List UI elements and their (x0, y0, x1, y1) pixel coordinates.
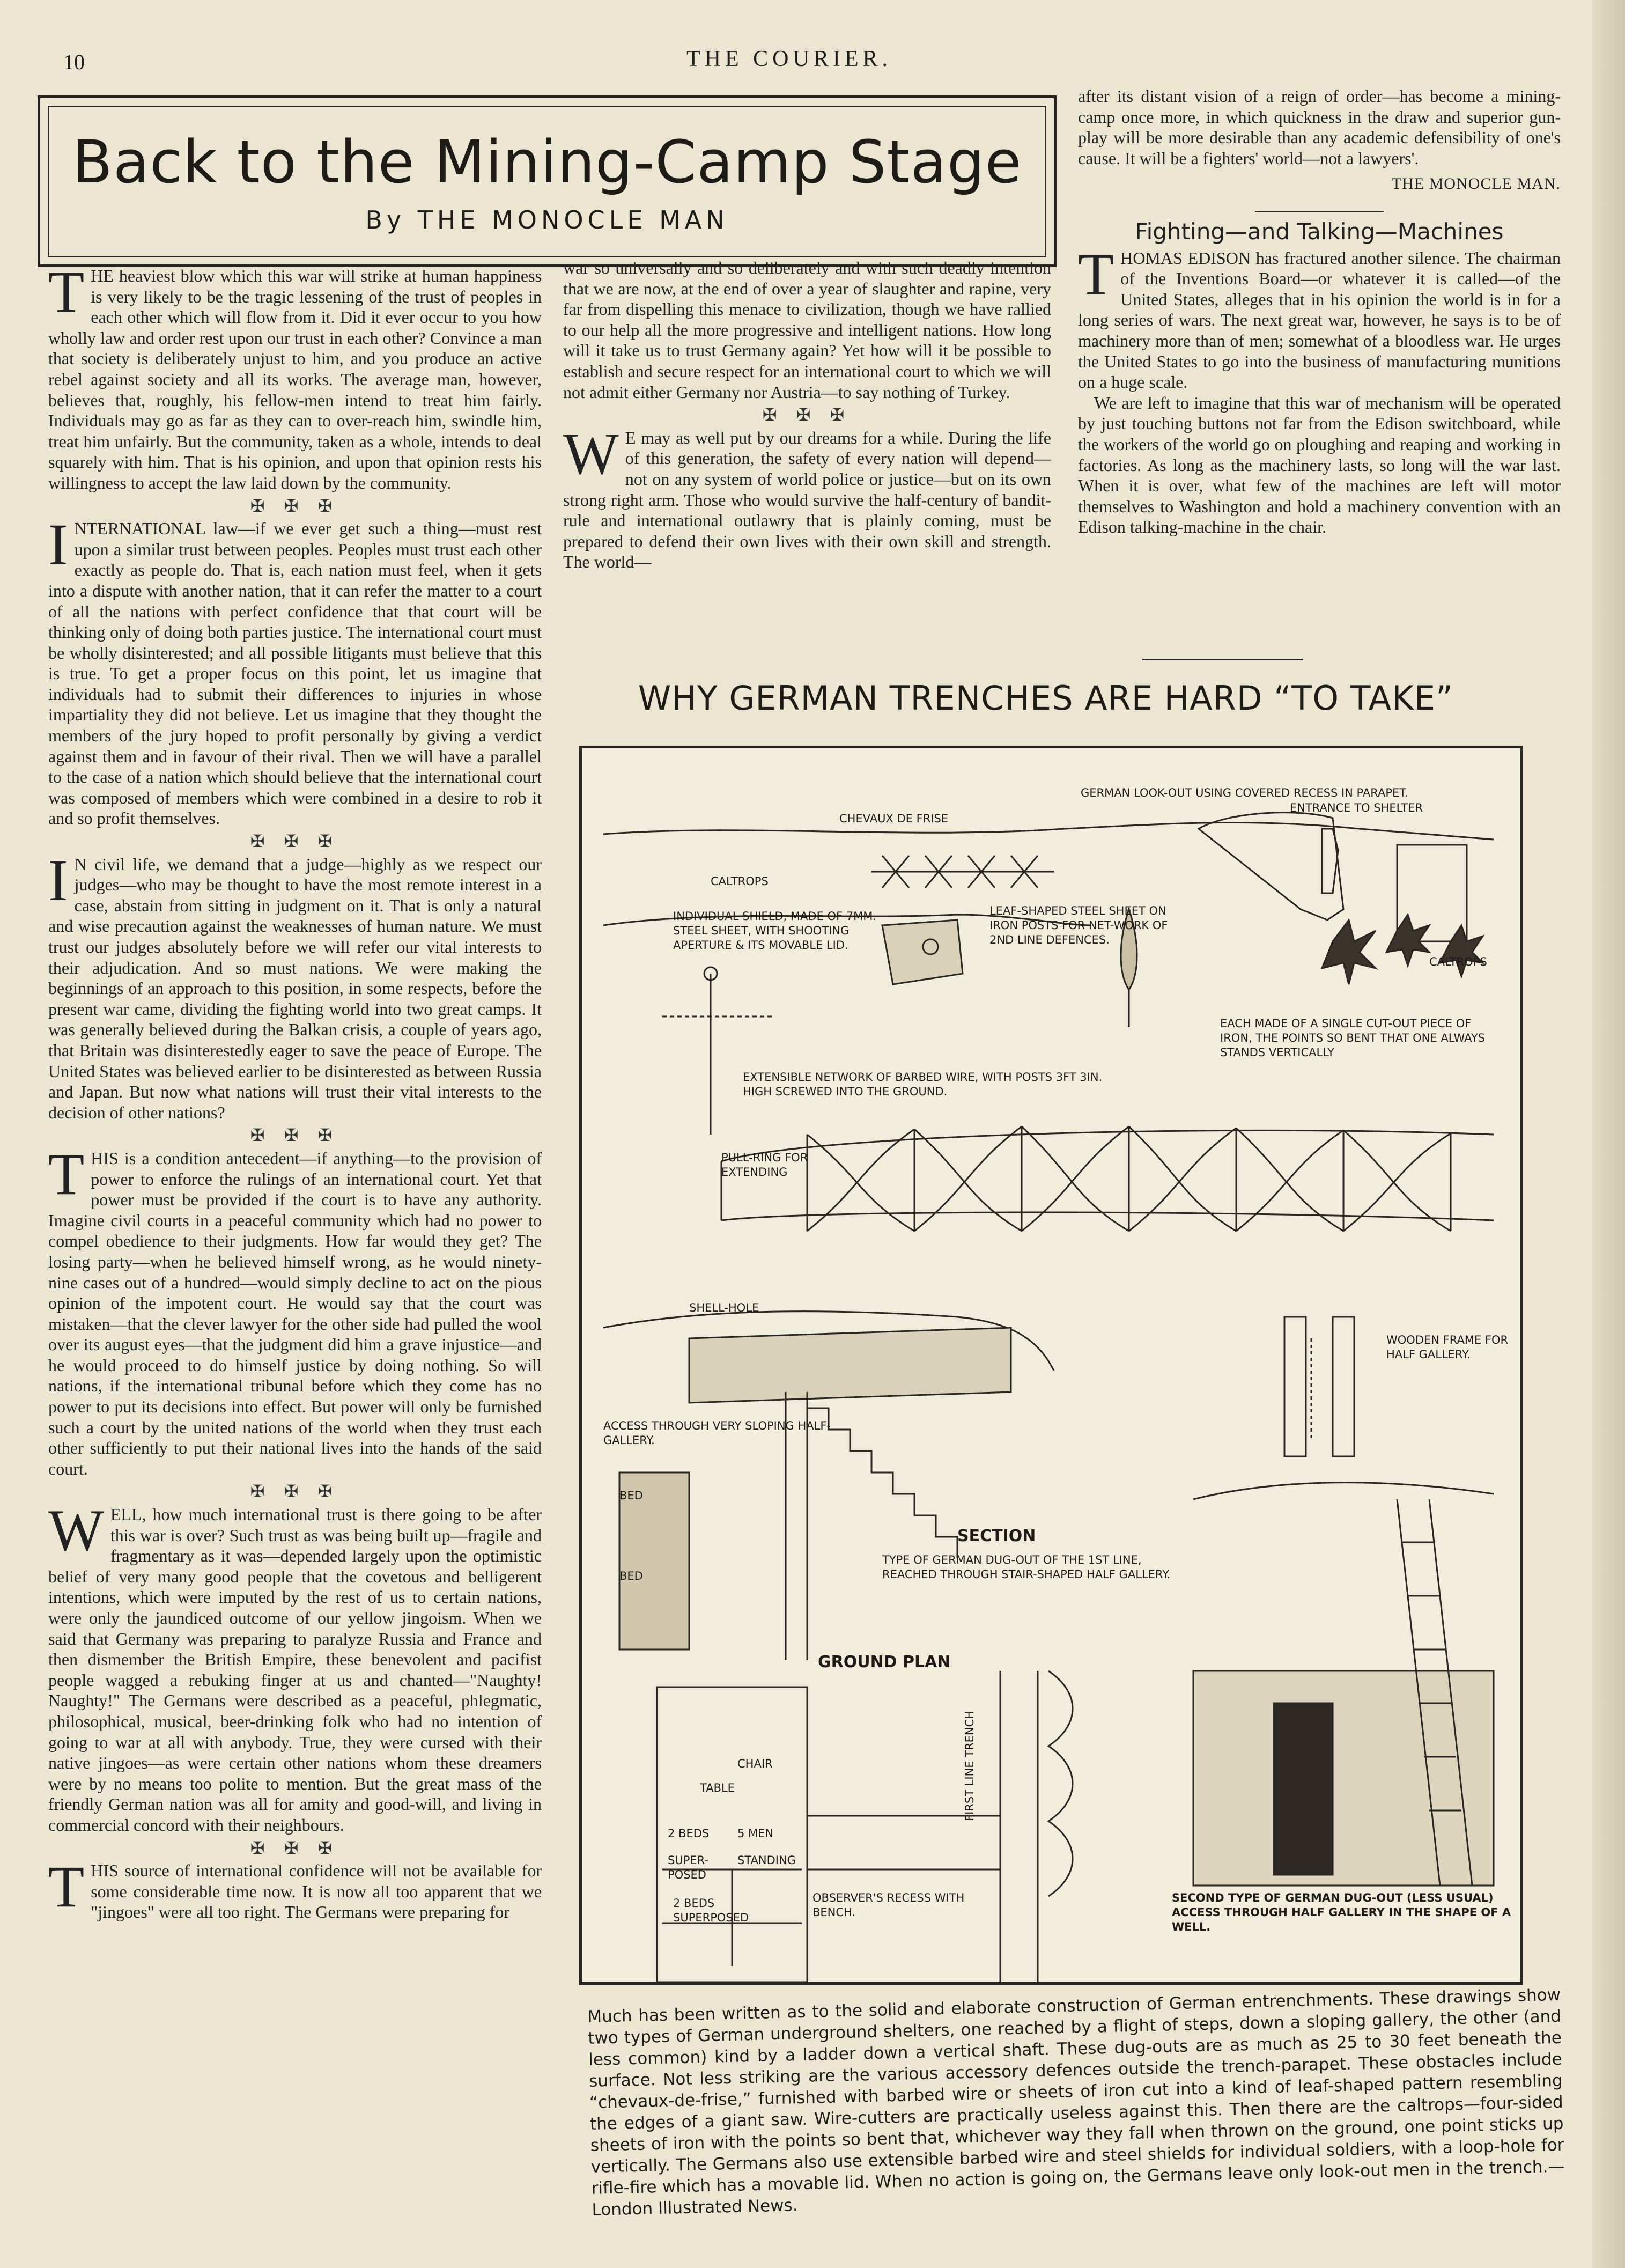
label-first-line-trench: FIRST LINE TRENCH (963, 1710, 976, 1821)
label-caltrop-desc: EACH MADE OF A SINGLE CUT-OUT PIECE OF IRON, THE POINTS SO BENT THAT ONE ALWAYS STANDS VERTICALLY (1220, 1017, 1485, 1059)
label-barbed: EXTENSIBLE NETWORK OF BARBED WIRE, WITH POSTS 3FT 3IN. HIGH SCREWED INTO THE GROUND. (743, 1071, 1103, 1098)
byline: By THE MONOCLE MAN (365, 205, 729, 234)
paragraph: W E may as well put by our dreams for a while. During the life of this generation, the safety of every nation will depend—not on any system of world police or justice—but on its own strong right arm. Those who would survive the half-century of bandit-rule and international outlawry that is plainly coming, must be prepared to defend their own lives with their own skill and strength. The world— (563, 421, 1051, 572)
divider (1255, 211, 1384, 212)
trench-illustration (579, 746, 1523, 1985)
label-shield: INDIVIDUAL SHIELD, MADE OF 7MM. STEEL SHEET, WITH SHOOTING APERTURE & ITS MOVABLE LID. (673, 910, 877, 952)
label-5-men: 5 MEN (737, 1827, 774, 1840)
steel-shield (882, 920, 963, 984)
paragraph: war so universally and so deliberately and with such deadly intention that we are now, at the end of over a year of slaughter and rapine, very far from dispelling this menace to civilization, though we have rallied to our help all the more progressive and intelligent nations. How long will it take us to trust Germany again? Yet how will it be possible to establish and secure respect for an international court to which we will not admit either Germany nor Austria—to say nothing of Turkey. (563, 258, 1051, 402)
illustration-title: WHY GERMAN TRENCHES ARE HARD “TO TAKE” (638, 679, 1454, 718)
paragraph: after its distant vision of a reign of order—has become a mining-camp once more, in which quickness in the draw and superior gun-play will be more desirable than any academic defensibility of one's cause. It will be a fighters' world—not a lawyers'. (1078, 86, 1561, 168)
column-1 (48, 259, 542, 1923)
subhead: Fighting—and Talking—Machines (1135, 218, 1504, 245)
paragraph: THIS source of international confidence will not be available for some considerable time now. It is now all too apparent that we "jingoes" were all too right. The Germans were preparing for (48, 1854, 542, 1922)
label-bed-2: BED (619, 1570, 643, 1582)
wooden-frame (1284, 1317, 1354, 1456)
label-caltrops-left: CALTROPS (711, 875, 769, 888)
label-section: SECTION (957, 1527, 1036, 1545)
page-edge-shadow (1592, 0, 1625, 2268)
label-access: ACCESS THROUGH VERY SLOPING HALF-GALLERY. (603, 1419, 831, 1447)
caltrops (1322, 915, 1483, 984)
label-caltrops-right: CALTROPS (1429, 955, 1487, 968)
illustration-caption: Much has been written as to the solid and elaborate construction of German entrenchments. These drawings show two types of German underground shelters, one reached by a flight of steps, down a sloping gallery, the other (and less common) kind by a ladder down a vertical shaft. These dug-outs are as much as 25 to 30 feet beneath the surface. Not less striking are the various accessory defences outside the trench-parapet. These obstacles include “chevaux-de-frise,” furnished with barbed wire or sheets of iron cut into a kind of leaf-shaped pattern resembling the edges of a giant saw. Wire-cutters are practically useless against this. Then there are the caltrops—four-sided sheets of iron with the points so bent that, whichever way they fall when thrown on the ground, one point sticks up vertically. The Germans also use extensible barbed wire and steel shields for individual soldiers, with a loop-hole for rifle-fire which has a movable lid. When no action is going on, the Germans leave only look-out men in the trench.—London Illustrated News. (587, 1985, 1565, 2220)
headline: Back to the Mining-Camp Stage (72, 128, 1022, 196)
label-chevaux: CHEVAUX DE FRISE (839, 812, 949, 825)
ornament: ✠ ✠ ✠ (250, 1838, 340, 1858)
headline-box (38, 95, 1057, 267)
dugout-section (603, 1312, 1054, 1660)
ornament: ✠ ✠ ✠ (250, 831, 340, 851)
label-2-beds: 2 BEDS (668, 1827, 710, 1840)
signoff: THE MONOCLE MAN. (1391, 175, 1561, 193)
dugout-well (1193, 1483, 1494, 1886)
label-2-beds-superposed: 2 BEDS SUPERPOSED (673, 1897, 749, 1924)
label-leaf-steel: LEAF-SHAPED STEEL SHEET ON IRON POSTS FOR NET-WORK OF 2ND LINE DEFENCES. (989, 904, 1168, 946)
label-observers-recess: OBSERVER'S RECESS WITH BENCH. (812, 1891, 965, 1919)
label-superposed: SUPER-POSED (668, 1854, 708, 1881)
label-pullring: PULL-RING FOR EXTENDING (721, 1151, 808, 1179)
label-lookout: GERMAN LOOK-OUT USING COVERED RECESS IN PARAPET. (1081, 786, 1409, 799)
column-2 (563, 257, 1051, 572)
ground-line (603, 822, 1494, 840)
ornament: ✠ ✠ ✠ (250, 1125, 340, 1145)
page-number: 10 (63, 50, 85, 74)
lookout-figure (1322, 829, 1338, 893)
label-wooden-frame: WOODEN FRAME FOR HALF GALLERY. (1386, 1334, 1509, 1361)
paragraph: I N civil life, we demand that a judge—highly as we respect our judges—who may be thought to have the most remote interest in a case, abstain from sitting in judgment on it. That is only a natural and wise precaution against the weaknesses of human nature. We must trust our judges absolutely before we will refer our vital interests to their adjudication. And so must nations. We were making the beginnings of an approach to this position, in some respects, before the present war came, dividing the fighting world into two great camps. It was generally believed during the Balkan crisis, a couple of years ago, that Britain was disinterestedly eager to save the peace of Europe. The United States was believed earlier to be disinterested as between Russia and Japan. But now what nations will trust their vital interests to the decision of other nations? (48, 847, 542, 1122)
label-bed-1: BED (619, 1489, 643, 1502)
label-chair: CHAIR (737, 1757, 773, 1770)
label-ground-plan: GROUND PLAN (818, 1653, 951, 1671)
label-shellhole: SHELL-HOLE (689, 1301, 759, 1314)
running-title: THE COURIER. (686, 47, 892, 71)
drop-cap: W (48, 1498, 104, 1564)
drop-cap: I (48, 847, 68, 913)
paragraph: We are left to imagine that this war of mechanism will be operated by just touching buttons not far from the Edison switchboard, while the workers of the world go on ploughing and reaping and working in factories. As long as the machinery lasts, so long will the war last. When it is over, what few of the machines are left will motor themselves to Washington and hold a machinery convention with an Edison talking-machine in the chair. (1078, 393, 1561, 537)
ornament: ✠ ✠ ✠ (762, 405, 852, 425)
paragraph: THIS is a condition antecedent—if anything—to the provision of power to enforce the rulings of an international court. Yet that power must be provided if the court is to have any authority. Imagine civil courts in a peaceful community which had no power to compel obedience to their judgments. How far would they get? The losing party—when he believed himself wrong, as he would ninety-nine cases out of a hundred—would simply decline to act on the pious opinion of the impotent court. He would say that the court was mistaken—that the clever lawyer for the other side had pulled the wool over its august eyes—that the judgment did him a grave injustice—and he would proceed to do himself justice by doing nothing. So will nations, if the international tribunal before which they come has no power to put its decisions into effect. But power will only be furnished such a court by the united nations of the world when they trust each other sufficiently to put their national lives into the hands of the said court. (48, 1141, 542, 1478)
paragraph: WELL, how much international trust is there going to be after this war is over? Such trust as was being built up—fragile and fragmentary as it was—depended largely upon the optimistic belief of very many good people that the covetous and belligerent intentions, which were imputed by the rest of us to certain nations, were only the jaundiced outcome of our yellow jingoism. When we said that Germany was preparing to paralyze Russia and France and then dismember the British Empire, these benevolent and pacifist people wagged a rebuking finger at us and chanted—"Naughty! Naughty!" The Germans were described as a peaceful, phlegmatic, philosophical, musical, beer-drinking folk who had no intention of going to war at all with anybody. True, they were cursed with their native jingoes—as were certain other nations whom these dreamers were by no means too polite to mention. But the great mass of the friendly German nation was all for amity and good-will, and living in commercial concord with their neighbours. (48, 1498, 542, 1835)
column-3 (1078, 86, 1561, 537)
paragraph: INTERNATIONAL law—if we ever get such a thing—must rest upon a similar trust between peoples. Peoples must trust each other exactly as people do. That is, each nation must feel, when it gets into a dispute with another nation, that it can refer the matter to a court of all the nations with perfect confidence that that court will be thinking only of doing both parties justice. The international court must be wholly disinterested; and all possible litigants must believe that this is true. To get a proper focus on this point, let us imagine that individuals had to submit their differences to injuries in whose impartiality they did not believe. Let us imagine that they thought the members of the jury hoped to profit personally by giving a verdict against them and in favour of their rival. Then we will have a parallel to the case of a nation which should believe that the international court was composed of members which were combined in a desire to rob it and so profit themselves. (48, 512, 542, 828)
label-dugout-2: SECOND TYPE OF GERMAN DUG-OUT (LESS USUAL) ACCESS THROUGH HALF GALLERY IN THE SHAPE OF A WELL. (1172, 1891, 1511, 1933)
drop-cap: W (563, 421, 619, 487)
chevaux-de-frise (871, 856, 1054, 888)
drop-cap: T (48, 1141, 85, 1207)
ornament: ✠ ✠ ✠ (250, 496, 340, 516)
drop-cap: T (1078, 241, 1114, 307)
paragraph: THOMAS EDISON has fractured another silence. The chairman of the Inventions Board—or whatever it is called—of the United States, alleges that in his opinion the world is in for a long series of wars. The next great war, however, he says is to be of machinery more than of men; somewhat of a bloodless war. He urges the United States to go into the business of manufacturing munitions on a huge scale. (1078, 241, 1561, 392)
drop-cap: T (48, 259, 85, 325)
drop-cap: T (48, 1854, 85, 1920)
label-entrance: ENTRANCE TO SHELTER (1290, 801, 1423, 814)
paragraph: THE heaviest blow which this war will strike at human happiness is very likely to be the tragic lessening of the trust of peoples in each other which will flow from it. Did it ever occur to you how wholly law and order rest upon our trust in each other? Convince a man that society is deliberately unjust to him, and you produce an active rebel against society and all its works. The average man, however, believes that, roughly, his fellow-men intend to treat him fairly. Individuals may go as far as they can to over-reach him, swindle him, treat him unfairly. But the community, taken as a whole, intends to deal squarely with him. That is his opinion, and upon that opinion rests his willingness to accept the law laid down by the community. (48, 259, 542, 492)
ornament: ✠ ✠ ✠ (250, 1482, 340, 1501)
divider (1142, 659, 1303, 660)
drop-cap: I (48, 512, 68, 578)
label-standing: STANDING (737, 1854, 796, 1867)
label-dugout-1: TYPE OF GERMAN DUG-OUT OF THE 1ST LINE, REACHED THROUGH STAIR-SHAPED HALF GALLERY. (882, 1553, 1171, 1581)
label-table: TABLE (700, 1781, 735, 1794)
